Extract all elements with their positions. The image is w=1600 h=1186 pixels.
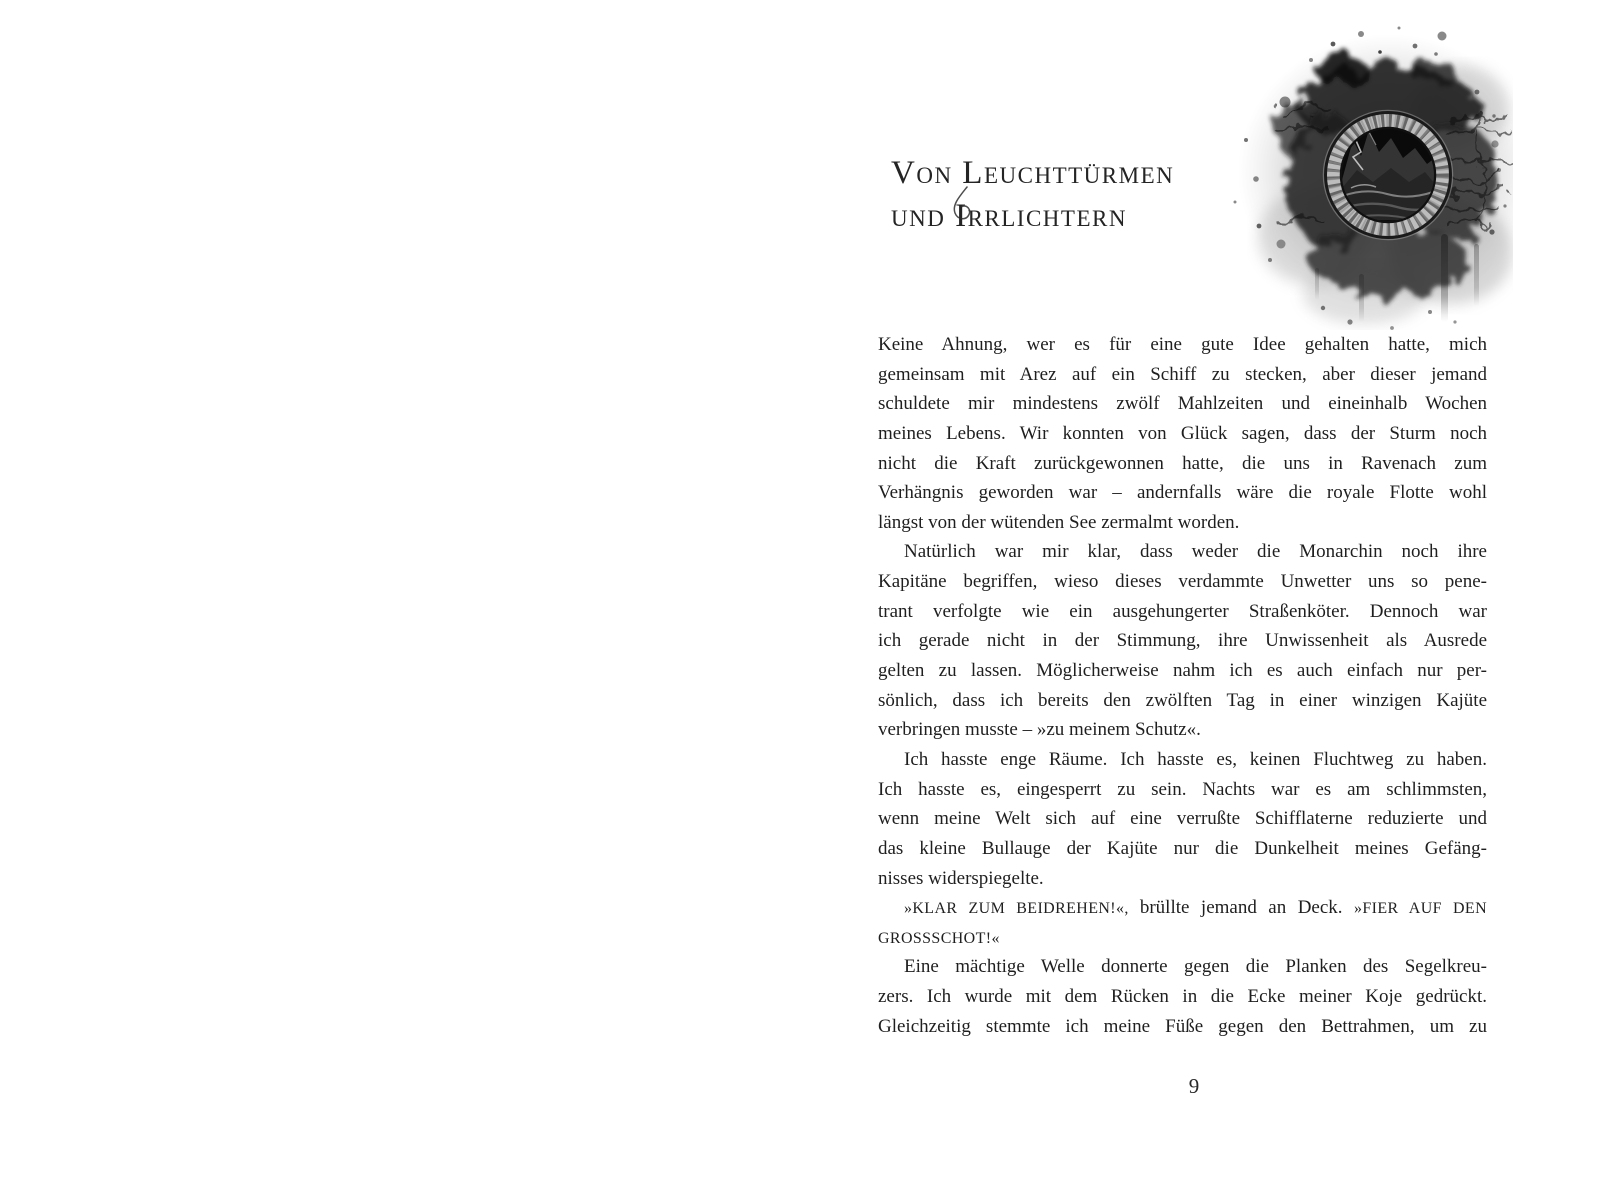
chapter-title-line2: und Irrlichtern xyxy=(891,198,1127,234)
text-line xyxy=(878,893,1487,923)
text-segment: trant verfolgte wie ein ausgehungerter Straßenköter. Dennoch war xyxy=(878,600,1487,622)
text-line xyxy=(878,656,1487,686)
text-line xyxy=(878,537,1487,567)
text-line xyxy=(878,478,1487,508)
text-line xyxy=(878,982,1487,1012)
text-line xyxy=(878,775,1487,805)
text-segment: Kapitäne begriffen, wieso dieses verdammte Unwetter uns so pene- xyxy=(878,571,1487,593)
shouted-text: »FIER AUF DEN xyxy=(1354,900,1487,918)
page-number: 9 xyxy=(1188,1074,1200,1098)
text-segment: längst von der wütenden See zermalmt worden. xyxy=(878,511,1240,533)
text-line xyxy=(878,389,1487,419)
text-line xyxy=(878,626,1487,656)
text-line xyxy=(878,864,1487,894)
text-segment: Keine Ahnung, wer es für eine gute Idee gehalten hatte, mich xyxy=(878,334,1487,355)
text-segment: wenn meine Welt sich auf eine verrußte Schifflaterne reduzierte und xyxy=(878,808,1487,830)
chapter-title-line1: Von Leuchttürmen xyxy=(891,155,1175,191)
text-segment: das kleine Bullauge der Kajüte nur die Dunkelheit meines Gefäng- xyxy=(878,837,1487,859)
text-segment: Natürlich war mir klar, dass weder die Monarchin noch ihre xyxy=(904,541,1487,563)
paragraph xyxy=(878,952,1487,1041)
text-line xyxy=(878,745,1487,775)
text-line xyxy=(878,419,1487,449)
porthole-ink-splatter-illustration-icon xyxy=(1193,12,1513,342)
text-segment: ich gerade nicht in der Stimmung, ihre Unwissenheit als Ausrede xyxy=(878,630,1487,652)
text-segment: Ich hasste enge Räume. Ich hasste es, keinen Fluchtweg zu haben. xyxy=(904,748,1487,770)
paragraph xyxy=(878,893,1487,952)
text-segment: Verhängnis geworden war – andernfalls wäre die royale Flotte wohl xyxy=(878,482,1487,504)
text-segment: gelten zu lassen. Möglicherweise nahm ich es auch einfach nur per- xyxy=(878,660,1487,682)
chapter-title xyxy=(891,152,1174,238)
text-line xyxy=(878,360,1487,390)
shouted-text: GROSSSCHOT!« xyxy=(878,929,1000,947)
text-segment: schuldete mir mindestens zwölf Mahlzeiten und eineinhalb Wochen xyxy=(878,393,1487,415)
text-line xyxy=(878,1012,1487,1042)
text-segment: gemeinsam mit Arez auf ein Schiff zu stecken, aber dieser jemand xyxy=(878,363,1487,385)
text-line xyxy=(878,804,1487,834)
shouted-text: »KLAR ZUM BEIDREHEN!«, xyxy=(904,900,1140,918)
text-segment: nisses widerspiegelte. xyxy=(878,867,1044,889)
text-segment: meines Lebens. Wir konnten von Glück sagen, dass der Sturm noch xyxy=(878,422,1487,444)
text-segment: Gleichzeitig stemmte ich meine Füße gegen den Bettrahmen, um zu xyxy=(878,1015,1487,1037)
text-line xyxy=(878,449,1487,479)
text-line xyxy=(878,686,1487,716)
paragraph xyxy=(878,537,1487,744)
paragraph xyxy=(878,330,1487,537)
text-line xyxy=(878,715,1487,745)
text-segment: nicht die Kraft zurückgewonnen hatte, die uns in Ravenach zum xyxy=(878,452,1487,474)
text-line xyxy=(878,567,1487,597)
text-segment: zers. Ich wurde mit dem Rücken in die Ecke meiner Koje gedrückt. xyxy=(878,986,1487,1008)
text-line xyxy=(878,508,1487,538)
text-line xyxy=(878,952,1487,982)
text-line xyxy=(878,923,1487,953)
text-segment: brüllte jemand an Deck. xyxy=(1139,897,1355,919)
text-line xyxy=(878,597,1487,627)
text-segment: Eine mächtige Welle donnerte gegen die Planken des Segelkreu- xyxy=(904,956,1487,978)
body-text xyxy=(878,330,1487,1041)
text-line xyxy=(878,834,1487,864)
paragraph xyxy=(878,745,1487,893)
text-segment: sönlich, dass ich bereits den zwölften Tag in einer winzigen Kajüte xyxy=(878,689,1487,711)
text-segment: verbringen musste – »zu meinem Schutz«. xyxy=(878,719,1201,741)
text-line xyxy=(878,330,1487,360)
text-segment: Ich hasste es, eingesperrt zu sein. Nachts war es am schlimmsten, xyxy=(878,778,1487,800)
